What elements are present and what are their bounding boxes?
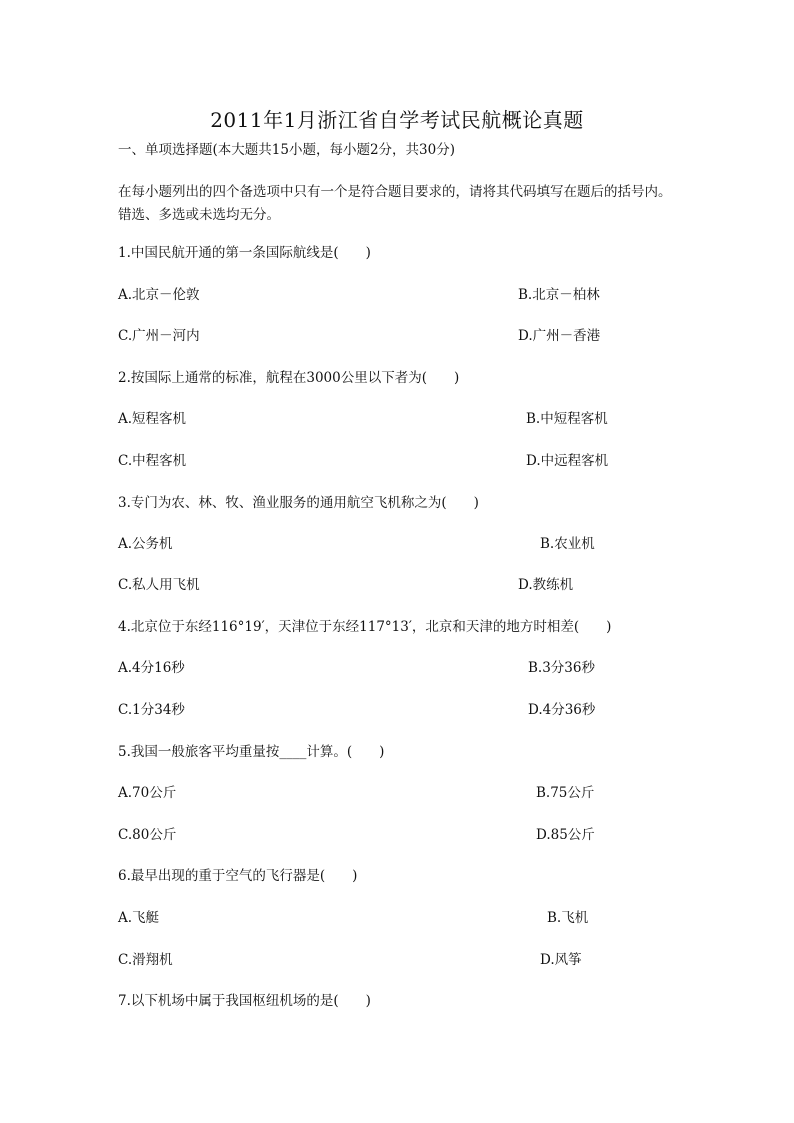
question-stem: 6.最早出现的重于空气的飞行器是( ) <box>118 868 358 884</box>
option-a: A.70公斤 <box>118 785 177 801</box>
page-title: 2011年1月浙江省自学考试民航概论真题 <box>210 108 584 132</box>
question-stem: 5.我国一般旅客平均重量按____计算。( ) <box>118 744 385 760</box>
option-a: A.飞艇 <box>118 910 160 926</box>
option-b: B.75公斤 <box>536 785 595 801</box>
option-d: D.85公斤 <box>536 827 595 843</box>
option-a: A.公务机 <box>118 536 173 552</box>
option-c: C.中程客机 <box>118 453 187 469</box>
section-heading: 一、单项选择题(本大题共15小题，每小题2分，共30分) <box>118 142 455 158</box>
option-b: B.中短程客机 <box>526 411 608 427</box>
option-c: C.滑翔机 <box>118 952 173 968</box>
option-c: C.80公斤 <box>118 827 177 843</box>
option-b: B.飞机 <box>547 910 589 926</box>
question-stem: 1.中国民航开通的第一条国际航线是( ) <box>118 245 371 261</box>
option-d: D.教练机 <box>518 577 574 593</box>
option-d: D.中远程客机 <box>526 453 609 469</box>
option-a: A.北京－伦敦 <box>118 287 200 303</box>
question-stem: 7.以下机场中属于我国枢纽机场的是( ) <box>118 993 371 1009</box>
option-a: A.4分16秒 <box>118 660 185 676</box>
instructions: 在每小题列出的四个备选项中只有一个是符合题目要求的，请将其代码填写在题后的括号内。错选、多选或未选均无分。 <box>118 184 672 223</box>
option-b: B.农业机 <box>540 536 595 552</box>
option-b: B.3分36秒 <box>528 660 595 676</box>
question-stem: 2.按国际上通常的标准，航程在3000公里以下者为( ) <box>118 370 460 386</box>
option-b: B.北京－柏林 <box>518 287 600 303</box>
option-c: C.私人用飞机 <box>118 577 200 593</box>
option-a: A.短程客机 <box>118 411 187 427</box>
option-c: C.广州－河内 <box>118 328 200 344</box>
option-c: C.1分34秒 <box>118 702 185 718</box>
question-stem: 4.北京位于东经116°19′，天津位于东经117°13′，北京和天津的地方时相差( ) <box>118 619 612 635</box>
option-d: D.风筝 <box>540 952 582 968</box>
question-stem: 3.专门为农、林、牧、渔业服务的通用航空飞机称之为( ) <box>118 495 479 511</box>
option-d: D.4分36秒 <box>528 702 596 718</box>
option-d: D.广州－香港 <box>518 328 601 344</box>
